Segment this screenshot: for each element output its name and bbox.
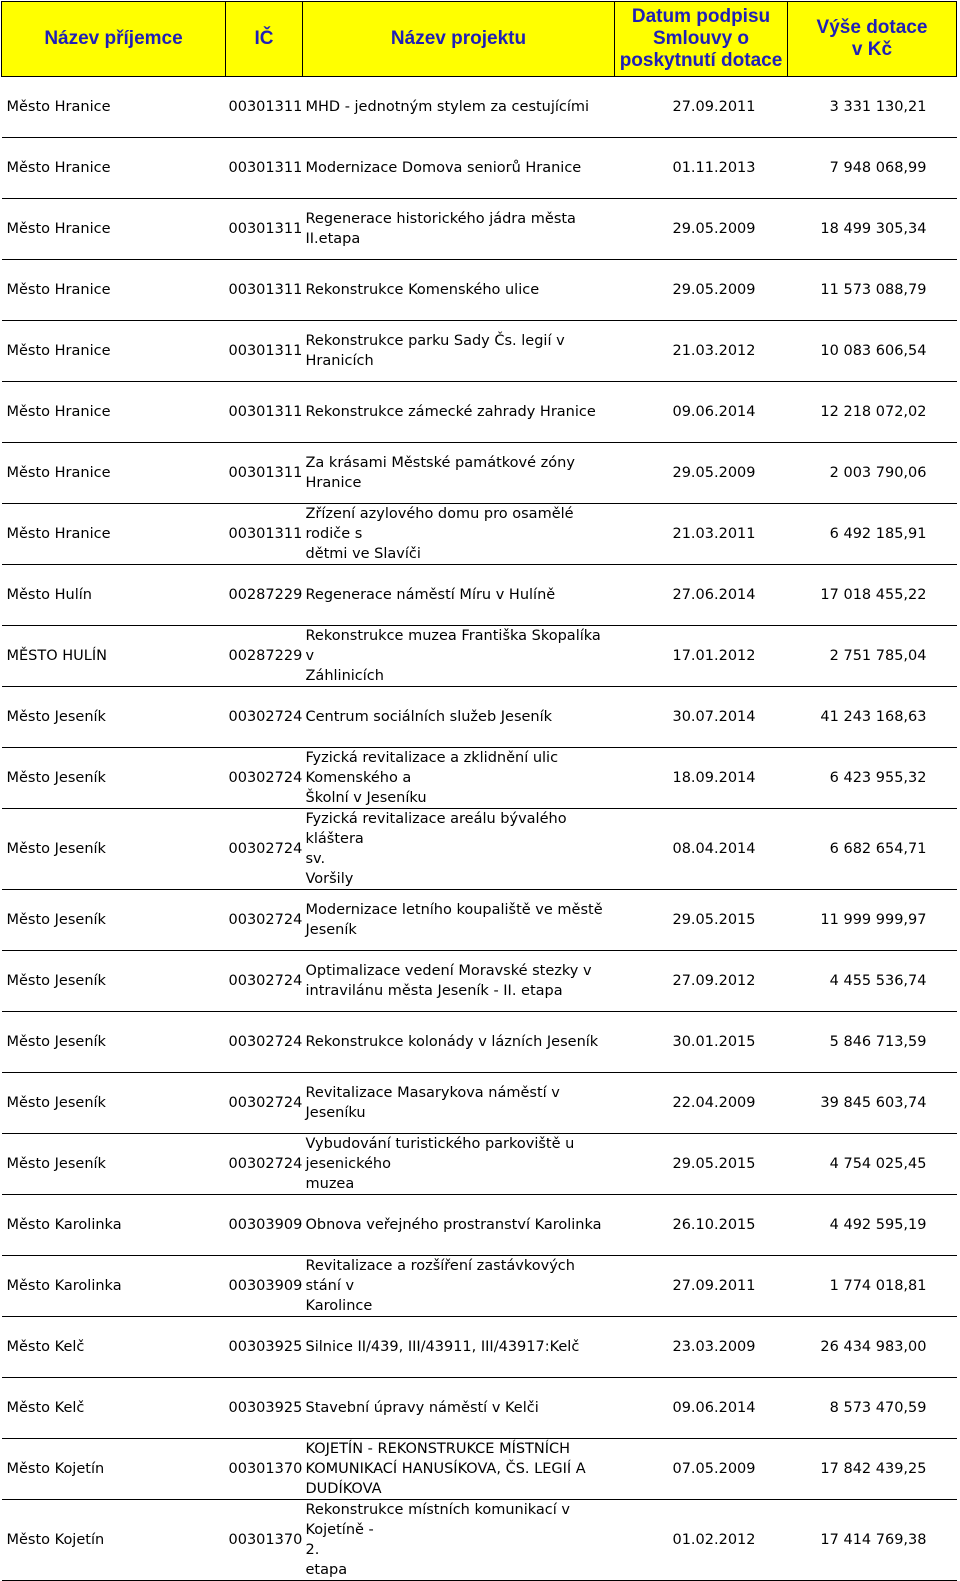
- table-body: [2, 77, 957, 1581]
- ic-cell: 00287229: [226, 565, 303, 626]
- amount-cell: 41 243 168,63: [788, 687, 957, 748]
- table-row: [2, 626, 957, 687]
- header-date-line-1: Datum podpisu: [631, 6, 771, 27]
- amount-cell: 6 492 185,91: [788, 504, 957, 565]
- amount-cell: 17 842 439,25: [788, 1439, 957, 1500]
- header-recipient: Název příjemce: [2, 2, 226, 77]
- header-amount-line-1: Výše dotace: [816, 17, 928, 38]
- project-cell: Optimalizace vedení Moravské stezky v intravilánu města Jeseník - II. etapa: [303, 951, 615, 1012]
- table-row: [2, 1073, 957, 1134]
- amount-cell: 17 414 769,38: [788, 1500, 957, 1581]
- project-cell: Rekonstrukce zámecké zahrady Hranice: [303, 382, 615, 443]
- ic-cell: 00301311: [226, 138, 303, 199]
- table-row: [2, 199, 957, 260]
- table-row: [2, 1012, 957, 1073]
- signature-date-cell: 21.03.2011: [615, 504, 788, 565]
- recipient-cell: Město Hranice: [2, 77, 226, 138]
- table-row: [2, 1317, 957, 1378]
- project-cell: Centrum sociálních služeb Jeseník: [303, 687, 615, 748]
- header-date-line-2: Smlouvy o: [652, 28, 750, 49]
- recipient-cell: Město Jeseník: [2, 1073, 226, 1134]
- ic-cell: 00301311: [226, 382, 303, 443]
- recipient-cell: Město Karolinka: [2, 1256, 226, 1317]
- ic-cell: 00301311: [226, 443, 303, 504]
- table-row: [2, 1500, 957, 1581]
- recipient-cell: Město Jeseník: [2, 890, 226, 951]
- signature-date-cell: 26.10.2015: [615, 1195, 788, 1256]
- recipient-cell: Město Jeseník: [2, 951, 226, 1012]
- project-cell: Rekonstrukce kolonády v lázních Jeseník: [303, 1012, 615, 1073]
- project-cell: Silnice II/439, III/43911, III/43917:Kelč: [303, 1317, 615, 1378]
- signature-date-cell: 21.03.2012: [615, 321, 788, 382]
- table-row: [2, 1134, 957, 1195]
- project-cell: Rekonstrukce parku Sady Čs. legií v Hranicích: [303, 321, 615, 382]
- project-cell: Revitalizace a rozšíření zastávkových stání v Karolince: [303, 1256, 615, 1317]
- amount-cell: 11 999 999,97: [788, 890, 957, 951]
- signature-date-cell: 08.04.2014: [615, 809, 788, 890]
- subsidy-table: [1, 1, 957, 1581]
- header-date-line-3: poskytnutí dotace: [619, 50, 783, 71]
- ic-cell: 00301311: [226, 199, 303, 260]
- amount-cell: 8 573 470,59: [788, 1378, 957, 1439]
- signature-date-cell: 18.09.2014: [615, 748, 788, 809]
- table-row: [2, 260, 957, 321]
- project-cell: Stavební úpravy náměstí v Kelči: [303, 1378, 615, 1439]
- recipient-cell: Město Jeseník: [2, 809, 226, 890]
- header-signature-date: [615, 2, 788, 77]
- table-row: [2, 138, 957, 199]
- amount-cell: 39 845 603,74: [788, 1073, 957, 1134]
- amount-cell: 11 573 088,79: [788, 260, 957, 321]
- project-cell: Rekonstrukce muzea Františka Skopalíka v Záhlinicích: [303, 626, 615, 687]
- ic-cell: 00302724: [226, 890, 303, 951]
- ic-cell: 00301311: [226, 77, 303, 138]
- recipient-cell: Město Jeseník: [2, 1012, 226, 1073]
- signature-date-cell: 30.07.2014: [615, 687, 788, 748]
- table-row: [2, 321, 957, 382]
- table-row: [2, 890, 957, 951]
- table-header: [2, 2, 957, 77]
- recipient-cell: Město Jeseník: [2, 1134, 226, 1195]
- ic-cell: 00301311: [226, 260, 303, 321]
- project-cell: Regenerace historického jádra města II.etapa: [303, 199, 615, 260]
- project-cell: Rekonstrukce Komenského ulice: [303, 260, 615, 321]
- recipient-cell: Město Jeseník: [2, 748, 226, 809]
- table-row: [2, 1256, 957, 1317]
- signature-date-cell: 27.09.2011: [615, 1256, 788, 1317]
- signature-date-cell: 17.01.2012: [615, 626, 788, 687]
- recipient-cell: Město Hranice: [2, 260, 226, 321]
- project-cell: Vybudování turistického parkoviště u jesenického muzea: [303, 1134, 615, 1195]
- recipient-cell: Město Hranice: [2, 321, 226, 382]
- signature-date-cell: 27.09.2012: [615, 951, 788, 1012]
- table-row: [2, 565, 957, 626]
- amount-cell: 6 423 955,32: [788, 748, 957, 809]
- header-project: Název projektu: [303, 2, 615, 77]
- amount-cell: 6 682 654,71: [788, 809, 957, 890]
- recipient-cell: Město Karolinka: [2, 1195, 226, 1256]
- table-row: [2, 382, 957, 443]
- table-row: [2, 748, 957, 809]
- signature-date-cell: 30.01.2015: [615, 1012, 788, 1073]
- amount-cell: 2 003 790,06: [788, 443, 957, 504]
- recipient-cell: Město Hranice: [2, 199, 226, 260]
- signature-date-cell: 22.04.2009: [615, 1073, 788, 1134]
- ic-cell: 00301311: [226, 504, 303, 565]
- signature-date-cell: 09.06.2014: [615, 382, 788, 443]
- amount-cell: 5 846 713,59: [788, 1012, 957, 1073]
- table-row: [2, 443, 957, 504]
- signature-date-cell: 01.11.2013: [615, 138, 788, 199]
- amount-cell: 4 754 025,45: [788, 1134, 957, 1195]
- ic-cell: 00303925: [226, 1378, 303, 1439]
- ic-cell: 00303909: [226, 1195, 303, 1256]
- header-ic: IČ: [226, 2, 303, 77]
- project-cell: Rekonstrukce místních komunikací v Kojetíně - 2. etapa: [303, 1500, 615, 1581]
- ic-cell: 00301311: [226, 321, 303, 382]
- ic-cell: 00303925: [226, 1317, 303, 1378]
- recipient-cell: Město Hranice: [2, 443, 226, 504]
- ic-cell: 00302724: [226, 809, 303, 890]
- header-amount-line-2: v Kč: [851, 39, 893, 60]
- ic-cell: 00302724: [226, 748, 303, 809]
- recipient-cell: Město Kojetín: [2, 1500, 226, 1581]
- ic-cell: 00302724: [226, 1134, 303, 1195]
- amount-cell: 12 218 072,02: [788, 382, 957, 443]
- table-row: [2, 809, 957, 890]
- table-row: [2, 1195, 957, 1256]
- project-cell: Revitalizace Masarykova náměstí v Jeseníku: [303, 1073, 615, 1134]
- amount-cell: 7 948 068,99: [788, 138, 957, 199]
- recipient-cell: Město Kelč: [2, 1317, 226, 1378]
- project-cell: KOJETÍN - REKONSTRUKCE MÍSTNÍCH KOMUNIKACÍ HANUSÍKOVA, ČS. LEGIÍ A DUDÍKOVA: [303, 1439, 615, 1500]
- table-row: [2, 1439, 957, 1500]
- signature-date-cell: 01.02.2012: [615, 1500, 788, 1581]
- ic-cell: 00301370: [226, 1439, 303, 1500]
- recipient-cell: Město Hranice: [2, 504, 226, 565]
- signature-date-cell: 29.05.2009: [615, 260, 788, 321]
- signature-date-cell: 29.05.2015: [615, 890, 788, 951]
- ic-cell: 00302724: [226, 687, 303, 748]
- project-cell: Modernizace letního koupaliště ve městě Jeseník: [303, 890, 615, 951]
- signature-date-cell: 29.05.2009: [615, 443, 788, 504]
- signature-date-cell: 27.06.2014: [615, 565, 788, 626]
- table-row: [2, 1378, 957, 1439]
- signature-date-cell: 09.06.2014: [615, 1378, 788, 1439]
- recipient-cell: MĚSTO HULÍN: [2, 626, 226, 687]
- signature-date-cell: 29.05.2015: [615, 1134, 788, 1195]
- table-row: [2, 504, 957, 565]
- header-amount: [788, 2, 957, 77]
- signature-date-cell: 23.03.2009: [615, 1317, 788, 1378]
- project-cell: Obnova veřejného prostranství Karolinka: [303, 1195, 615, 1256]
- amount-cell: 10 083 606,54: [788, 321, 957, 382]
- ic-cell: 00302724: [226, 1073, 303, 1134]
- project-cell: Za krásami Městské památkové zóny Hranice: [303, 443, 615, 504]
- project-cell: Regenerace náměstí Míru v Hulíně: [303, 565, 615, 626]
- ic-cell: 00287229: [226, 626, 303, 687]
- amount-cell: 17 018 455,22: [788, 565, 957, 626]
- recipient-cell: Město Hranice: [2, 138, 226, 199]
- amount-cell: 4 492 595,19: [788, 1195, 957, 1256]
- signature-date-cell: 29.05.2009: [615, 199, 788, 260]
- recipient-cell: Město Hulín: [2, 565, 226, 626]
- table-row: [2, 77, 957, 138]
- amount-cell: 4 455 536,74: [788, 951, 957, 1012]
- amount-cell: 2 751 785,04: [788, 626, 957, 687]
- signature-date-cell: 27.09.2011: [615, 77, 788, 138]
- signature-date-cell: 07.05.2009: [615, 1439, 788, 1500]
- project-cell: Fyzická revitalizace a zklidnění ulic Komenského a Školní v Jeseníku: [303, 748, 615, 809]
- recipient-cell: Město Hranice: [2, 382, 226, 443]
- amount-cell: 1 774 018,81: [788, 1256, 957, 1317]
- ic-cell: 00302724: [226, 951, 303, 1012]
- recipient-cell: Město Kelč: [2, 1378, 226, 1439]
- header-row: [2, 2, 957, 77]
- amount-cell: 3 331 130,21: [788, 77, 957, 138]
- project-cell: Fyzická revitalizace areálu bývalého kláštera sv. Voršily: [303, 809, 615, 890]
- ic-cell: 00301370: [226, 1500, 303, 1581]
- ic-cell: 00302724: [226, 1012, 303, 1073]
- table-row: [2, 687, 957, 748]
- amount-cell: 18 499 305,34: [788, 199, 957, 260]
- project-cell: Zřízení azylového domu pro osamělé rodiče s dětmi ve Slavíči: [303, 504, 615, 565]
- project-cell: Modernizace Domova seniorů Hranice: [303, 138, 615, 199]
- amount-cell: 26 434 983,00: [788, 1317, 957, 1378]
- recipient-cell: Město Jeseník: [2, 687, 226, 748]
- ic-cell: 00303909: [226, 1256, 303, 1317]
- recipient-cell: Město Kojetín: [2, 1439, 226, 1500]
- table-row: [2, 951, 957, 1012]
- project-cell: MHD - jednotným stylem za cestujícími: [303, 77, 615, 138]
